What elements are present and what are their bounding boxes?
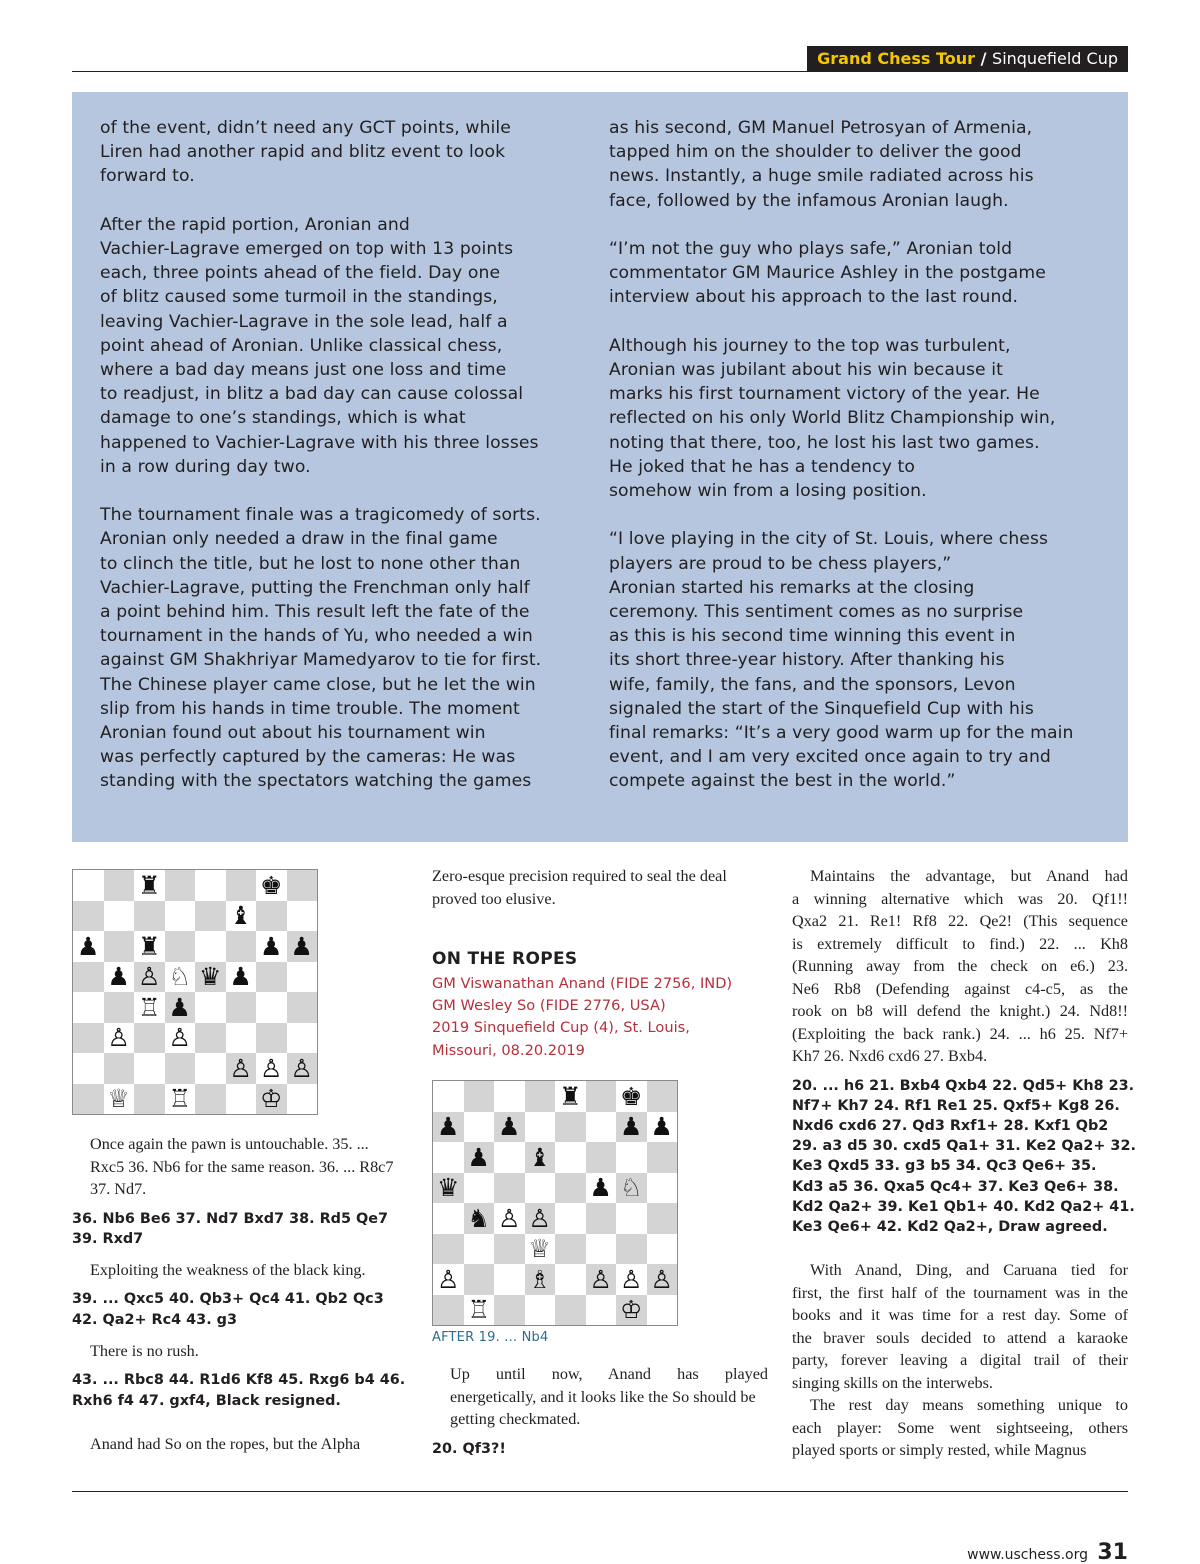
board-square <box>134 1023 165 1054</box>
board-square <box>586 1081 617 1112</box>
board-square <box>647 1295 678 1326</box>
board-square <box>195 870 226 901</box>
black-rook-icon: ♜ <box>559 1081 582 1111</box>
board-square <box>73 992 104 1023</box>
text-line: Vachier-Lagrave emerged on top with 13 points <box>100 239 514 259</box>
white-pawn-icon: ♙ <box>290 1053 313 1083</box>
board-square <box>287 1023 318 1054</box>
board-square <box>494 1203 525 1234</box>
black-queen-icon: ♛ <box>437 1173 460 1203</box>
white-pawn-icon: ♙ <box>107 1023 130 1053</box>
board-square <box>586 1173 617 1204</box>
white-knight-icon: ♘ <box>620 1173 643 1203</box>
white-pawn-icon: ♙ <box>168 1023 191 1053</box>
black-pawn-icon: ♟ <box>467 1142 490 1172</box>
board-square <box>433 1295 464 1326</box>
sidebar-left-column <box>100 116 590 794</box>
black-king-icon: ♚ <box>620 1081 643 1111</box>
board-square <box>464 1173 495 1204</box>
board-square <box>616 1203 647 1234</box>
text-line: point ahead of Aronian. Unlike classical chess, <box>100 335 503 356</box>
black-queen-icon: ♛ <box>199 962 222 992</box>
board-square <box>433 1264 464 1295</box>
board-square <box>226 1084 257 1115</box>
paragraph-gap <box>609 213 1099 237</box>
paragraph-gap <box>609 310 1099 334</box>
board-square <box>647 1234 678 1265</box>
black-pawn-icon: ♟ <box>107 962 130 992</box>
text-line: to clinch the title, but he lost to none other than <box>100 553 521 574</box>
white-pawn-icon: ♙ <box>437 1264 460 1294</box>
board-square <box>165 1053 196 1084</box>
board-square <box>586 1203 617 1234</box>
column-2 <box>432 865 768 1062</box>
board-square <box>586 1295 617 1326</box>
move-line: Ke3 Qxd5 33. g3 b5 34. Qc3 Qe6+ 35. <box>792 1158 1097 1175</box>
text-line: The rest day means something unique to <box>810 1396 1128 1415</box>
board-square <box>195 1023 226 1054</box>
move-line: Nxd6 cxd6 27. Qd3 Rxf1+ 28. Kxf1 Qb2 <box>792 1117 1109 1134</box>
text-line: The tournament finale was a tragicomedy of sorts. <box>100 505 541 526</box>
paragraph: Up until now, Anand has played energetically, and it looks like the So should be getting checkmated. <box>450 1365 768 1428</box>
board-square <box>555 1295 586 1326</box>
text-line: Kh7 26. Nxd6 cxd6 27. Bxb4. <box>792 1047 988 1065</box>
move-sequence: 20. Qf3?! <box>432 1440 506 1457</box>
text-line: somehow win from a losing position. <box>609 481 927 502</box>
white-king-icon: ♔ <box>260 1084 283 1114</box>
board-square <box>104 962 135 993</box>
text-line: leaving Vachier-Lagrave in the sole lead, half a <box>100 311 508 332</box>
board-square <box>256 962 287 993</box>
move-sequence: 36. Nb6 Be6 37. Nd7 Bxd7 38. Rd5 Qe7 39. Rxd7 <box>72 1210 388 1247</box>
board-square <box>464 1295 495 1326</box>
board-square <box>555 1264 586 1295</box>
board-square <box>494 1264 525 1295</box>
board-square <box>616 1142 647 1173</box>
board-square <box>494 1112 525 1143</box>
text-line: tapped him on the shoulder to deliver the good <box>609 142 1022 163</box>
board-square <box>433 1234 464 1265</box>
move-sequence: 43. ... Rbc8 44. R1d6 Kf8 45. Rxg6 b4 46. Rxh6 f4 47. gxf4, Black resigned. <box>72 1372 406 1409</box>
text-line: party, forever leaving a digital trail of their <box>792 1351 1128 1370</box>
board-square <box>525 1112 556 1143</box>
text-line: in a row during day two. <box>100 456 311 477</box>
text-line: news. Instantly, a huge smile radiated across his <box>609 166 1034 187</box>
board-square <box>104 1053 135 1084</box>
board-square <box>647 1173 678 1204</box>
text-line: where a bad day means just one loss and time <box>100 360 507 381</box>
board-square <box>647 1142 678 1173</box>
paragraph: Exploiting the weakness of the black king. <box>90 1260 366 1279</box>
black-pawn-icon: ♟ <box>498 1112 521 1142</box>
black-pawn-icon: ♟ <box>260 931 283 961</box>
text-line: first, the first half of the tournament was in the <box>792 1283 1128 1302</box>
board-square <box>165 1084 196 1115</box>
text-line: commentator GM Maurice Ashley in the postgame <box>609 263 1046 284</box>
board-square <box>433 1081 464 1112</box>
text-line: is extremely difficult to find.) 22. ... Kh8 <box>792 934 1128 953</box>
black-pawn-icon: ♟ <box>620 1112 643 1142</box>
board-square <box>464 1234 495 1265</box>
paragraph-gap <box>609 503 1099 527</box>
paragraph-gap <box>100 189 590 213</box>
white-bishop-icon: ♗ <box>528 1264 551 1294</box>
board-square <box>525 1203 556 1234</box>
board-square <box>555 1203 586 1234</box>
board-square <box>256 1053 287 1084</box>
board-square <box>104 1023 135 1054</box>
board-square <box>494 1234 525 1265</box>
board-square <box>287 992 318 1023</box>
text-line: Aronian was jubilant about his win because it <box>609 360 1003 380</box>
text-line: a winning alternative which was 20. Qf1!! <box>792 889 1128 908</box>
paragraph <box>792 865 1128 1068</box>
board-square <box>256 1023 287 1054</box>
text-line: Ne6 Rb8 (Defending against c4-c5, as the <box>792 979 1128 998</box>
white-king-icon: ♔ <box>620 1295 643 1325</box>
column-1 <box>72 1133 408 1455</box>
text-line: “I love playing in the city of St. Louis, where chess <box>609 529 1049 550</box>
board-square <box>134 1053 165 1084</box>
board-square <box>586 1234 617 1265</box>
tag-separator: / <box>975 49 993 68</box>
white-pawn-icon: ♙ <box>260 1053 283 1083</box>
text-line: slip from his hands in time trouble. The moment <box>100 698 520 719</box>
board-square <box>73 1023 104 1054</box>
text-line: played sports or simply rested, while Magnus <box>792 1441 1087 1460</box>
white-pawn-icon: ♙ <box>498 1203 521 1233</box>
black-king-icon: ♚ <box>260 870 283 900</box>
move-line: 29. a3 d5 30. cxd5 Qa1+ 31. Ke2 Qa2+ 32. <box>792 1138 1136 1155</box>
board-square <box>134 962 165 993</box>
text-line: of blitz caused some turmoil in the standings, <box>100 287 498 308</box>
board-square <box>104 992 135 1023</box>
board-square <box>433 1142 464 1173</box>
board-square <box>195 1053 226 1084</box>
text-line: marks his first tournament victory of the year. He <box>609 384 1040 405</box>
board-square <box>555 1081 586 1112</box>
board-square <box>73 931 104 962</box>
board-square <box>226 901 257 932</box>
board-square <box>195 901 226 932</box>
text-line: signaled the start of the Sinquefield Cup with his <box>609 698 1034 719</box>
board-square <box>525 1173 556 1204</box>
white-pawn-icon: ♙ <box>620 1264 643 1294</box>
board-square <box>616 1173 647 1204</box>
text-line: final remarks: “It’s a very good warm up for the main <box>609 723 1074 744</box>
text-line: event, and I am very excited once again to try and <box>609 747 1051 768</box>
text-line: rook on b8 will defend the knight.) 24. Nd8!! <box>792 1002 1128 1020</box>
text-line: standing with the spectators watching the games <box>100 771 532 792</box>
board-square <box>195 1084 226 1115</box>
text-line: compete against the best in the world.” <box>609 771 956 792</box>
move-line: Ke3 Qe6+ 42. Kd2 Qa2+, Draw agreed. <box>792 1218 1108 1235</box>
move-line: Nf7+ Kh7 24. Rf1 Re1 25. Qxf5+ Kg8 26. <box>792 1097 1120 1114</box>
paragraph <box>792 1259 1128 1394</box>
text-line: With Anand, Ding, and Caruana tied for <box>810 1261 1128 1280</box>
board-square <box>464 1203 495 1234</box>
board-square <box>226 992 257 1023</box>
text-line: ceremony. This sentiment comes as no surprise <box>609 602 1024 623</box>
board-square <box>226 931 257 962</box>
board-square <box>287 1053 318 1084</box>
board-square <box>165 931 196 962</box>
board-square <box>195 992 226 1023</box>
white-rook-icon: ♖ <box>467 1295 490 1325</box>
board-square <box>433 1203 464 1234</box>
text-line: He joked that he has a tendency to <box>609 456 916 477</box>
page-number: 31 <box>1097 1540 1128 1564</box>
white-rook-icon: ♖ <box>168 1084 191 1114</box>
board-square <box>494 1142 525 1173</box>
text-line: to readjust, in blitz a bad day can cause colossal <box>100 384 524 405</box>
text-line: its short three-year history. After thanking his <box>609 650 1005 671</box>
board-square <box>433 1173 464 1204</box>
text-line: Maintains the advantage, but Anand had <box>810 867 1128 885</box>
text-line: Aronian found out about his tournament win <box>100 723 486 744</box>
white-rook-icon: ♖ <box>138 992 161 1022</box>
board-square <box>616 1264 647 1295</box>
board-square <box>134 901 165 932</box>
text-line: was perfectly captured by the cameras: He was <box>100 747 516 768</box>
board-square <box>494 1173 525 1204</box>
board-square <box>195 962 226 993</box>
white-pawn-icon: ♙ <box>528 1203 551 1233</box>
sidebar-box <box>72 92 1128 842</box>
text-line: against GM Shakhriyar Mamedyarov to tie for first. <box>100 650 542 671</box>
chess-diagram-1 <box>72 869 318 1115</box>
paragraph: Once again the pawn is untouchable. 35. ... Rxc5 36. Nb6 for the same reason. 36. ... R8c7 37. Nd7. <box>90 1135 394 1198</box>
board-square <box>73 901 104 932</box>
board-square <box>464 1142 495 1173</box>
text-line: noting that there, too, he lost his last two games. <box>609 432 1040 453</box>
board-square <box>195 931 226 962</box>
text-line: books and it was time for a rest day. Some of <box>792 1306 1128 1325</box>
text-line: each, three points ahead of the field. Day one <box>100 263 501 284</box>
board-square <box>134 931 165 962</box>
board-square <box>555 1234 586 1265</box>
board-square <box>586 1112 617 1143</box>
text-line: singing skills on the interwebs. <box>792 1373 993 1392</box>
text-line: (Running away from the check on e6.) 23. <box>792 957 1128 975</box>
board-square <box>287 931 318 962</box>
brand-label: Grand Chess Tour <box>817 49 976 68</box>
board-square <box>226 962 257 993</box>
board-square <box>287 870 318 901</box>
board-square <box>134 870 165 901</box>
white-pawn-icon: ♙ <box>589 1264 612 1294</box>
board-square <box>104 931 135 962</box>
board-square <box>256 931 287 962</box>
black-pawn-icon: ♟ <box>650 1112 673 1142</box>
board-square <box>134 992 165 1023</box>
text-line: Aronian only needed a draw in the final game <box>100 529 498 550</box>
paragraph: Zero-esque precision required to seal the deal proved too elusive. <box>432 867 727 908</box>
board-square <box>73 962 104 993</box>
board-square <box>256 870 287 901</box>
board-square <box>616 1081 647 1112</box>
black-pawn-icon: ♟ <box>168 992 191 1022</box>
text-line: a point behind him. This result left the fate of the <box>100 602 530 623</box>
board-square <box>647 1264 678 1295</box>
board-square <box>287 1084 318 1115</box>
board-square <box>464 1112 495 1143</box>
text-line: tournament in the hands of Yu, who needed a win <box>100 626 533 647</box>
text-line: as his second, GM Manuel Petrosyan of Armenia, <box>609 118 1033 138</box>
text-line: Vachier-Lagrave, putting the Frenchman only half <box>100 577 530 598</box>
text-line: damage to one’s standings, which is what <box>100 408 466 429</box>
board-square <box>616 1295 647 1326</box>
board-square <box>616 1234 647 1265</box>
paragraph <box>792 1394 1128 1462</box>
black-knight-icon: ♞ <box>467 1203 490 1233</box>
header-rule <box>72 71 1128 72</box>
board-square <box>494 1295 525 1326</box>
board-square <box>586 1264 617 1295</box>
board-square <box>104 870 135 901</box>
board-square <box>525 1142 556 1173</box>
board-square <box>165 992 196 1023</box>
board-square <box>73 1084 104 1115</box>
text-line: wife, family, the fans, and the sponsors, Levon <box>609 674 1016 695</box>
text-line: forward to. <box>100 166 195 187</box>
paragraph: There is no rush. <box>90 1341 199 1360</box>
board-square <box>134 1084 165 1115</box>
move-sequence <box>792 1076 1136 1238</box>
chess-diagram-2 <box>432 1080 678 1326</box>
board-square <box>555 1112 586 1143</box>
text-line: (Exploiting the back rank.) 24. ... h6 25. Nf7+ <box>792 1024 1128 1043</box>
black-pawn-icon: ♟ <box>437 1112 460 1142</box>
game-info: GM Viswanathan Anand (FIDE 2756, IND) GM Wesley So (FIDE 2776, USA) 2019 Sinquefield Cup (4), St. Louis, Missouri, 08.20.2019 <box>432 974 733 1059</box>
column-3 <box>792 865 1136 1462</box>
black-rook-icon: ♜ <box>138 931 161 961</box>
board-square <box>555 1173 586 1204</box>
black-pawn-icon: ♟ <box>229 962 252 992</box>
text-line: The Chinese player came close, but he let the win <box>100 674 536 695</box>
black-pawn-icon: ♟ <box>589 1173 612 1203</box>
text-line: of the event, didn’t need any GCT points, while <box>100 118 511 138</box>
text-line: reflected on his only World Blitz Championship win, <box>609 408 1056 429</box>
board-square <box>73 870 104 901</box>
white-queen-icon: ♕ <box>528 1234 551 1264</box>
board-square <box>433 1112 464 1143</box>
paragraph: Anand had So on the ropes, but the Alpha <box>90 1434 361 1453</box>
board-square <box>525 1264 556 1295</box>
board-square <box>256 992 287 1023</box>
black-pawn-icon: ♟ <box>77 931 100 961</box>
board-square <box>464 1081 495 1112</box>
text-line: the braver souls decided to attend a karaoke <box>792 1328 1128 1347</box>
move-line: 20. ... h6 21. Bxb4 Qxb4 22. Qd5+ Kh8 23. <box>792 1077 1135 1094</box>
white-knight-icon: ♘ <box>168 962 191 992</box>
board-square <box>226 1023 257 1054</box>
game-title: ON THE ROPES <box>432 949 578 969</box>
text-line: face, followed by the infamous Aronian laugh. <box>609 190 1009 211</box>
text-line: “I’m not the guy who plays safe,” Aronian told <box>609 239 1013 259</box>
column-2-continued <box>432 1363 768 1459</box>
text-line: happened to Vachier-Lagrave with his three losses <box>100 432 539 453</box>
footer-rule <box>72 1491 1128 1492</box>
text-line: interview about his approach to the last round. <box>609 287 1019 308</box>
board-square <box>525 1081 556 1112</box>
move-sequence: 39. ... Qxc5 40. Qb3+ Qc4 41. Qb2 Qc3 42. Qa2+ Rc4 43. g3 <box>72 1291 384 1328</box>
board-square <box>647 1203 678 1234</box>
board-square <box>226 1053 257 1084</box>
board-square <box>525 1295 556 1326</box>
black-rook-icon: ♜ <box>138 870 161 900</box>
diagram-caption: AFTER 19. ... Nb4 <box>432 1330 549 1345</box>
footer-url: www.uschess.org <box>967 1547 1088 1563</box>
black-bishop-icon: ♝ <box>229 901 252 931</box>
paragraph-gap <box>100 479 590 503</box>
text-line: Although his journey to the top was turbulent, <box>609 335 1011 356</box>
board-square <box>104 1084 135 1115</box>
text-line: Qxa2 21. Re1! Rf8 22. Qe2! (This sequence <box>792 912 1128 930</box>
black-pawn-icon: ♟ <box>290 931 313 961</box>
board-square <box>256 901 287 932</box>
board-square <box>616 1112 647 1143</box>
board-square <box>104 901 135 932</box>
board-square <box>165 870 196 901</box>
section-label: Sinquefield Cup <box>992 49 1118 68</box>
white-pawn-icon: ♙ <box>138 962 161 992</box>
black-bishop-icon: ♝ <box>528 1142 551 1172</box>
board-square <box>165 962 196 993</box>
text-line: After the rapid portion, Aronian and <box>100 214 410 235</box>
section-tag <box>807 46 1128 72</box>
board-square <box>647 1081 678 1112</box>
text-line: as this is his second time winning this event in <box>609 626 1016 647</box>
text-line: players are proud to be chess players,” <box>609 553 952 574</box>
sidebar-right-column <box>609 116 1099 794</box>
white-pawn-icon: ♙ <box>229 1053 252 1083</box>
board-square <box>287 962 318 993</box>
board-square <box>494 1081 525 1112</box>
board-square <box>464 1264 495 1295</box>
white-pawn-icon: ♙ <box>650 1264 673 1294</box>
board-square <box>226 870 257 901</box>
board-square <box>256 1084 287 1115</box>
board-square <box>586 1142 617 1173</box>
board-square <box>647 1112 678 1143</box>
board-square <box>287 901 318 932</box>
text-line: Liren had another rapid and blitz event to look <box>100 142 506 163</box>
white-queen-icon: ♕ <box>107 1084 130 1114</box>
board-square <box>555 1142 586 1173</box>
move-line: Kd2 Qa2+ 39. Ke1 Qb1+ 40. Kd2 Qa2+ 41. <box>792 1198 1135 1215</box>
move-line: Kd3 a5 36. Qxa5 Qc4+ 37. Ke3 Qe6+ 38. <box>792 1178 1119 1195</box>
text-line: Aronian started his remarks at the closing <box>609 577 975 598</box>
board-square <box>73 1053 104 1084</box>
board-square <box>525 1234 556 1265</box>
board-square <box>165 901 196 932</box>
text-line: each player: Some went sightseeing, others <box>792 1418 1128 1437</box>
board-square <box>165 1023 196 1054</box>
